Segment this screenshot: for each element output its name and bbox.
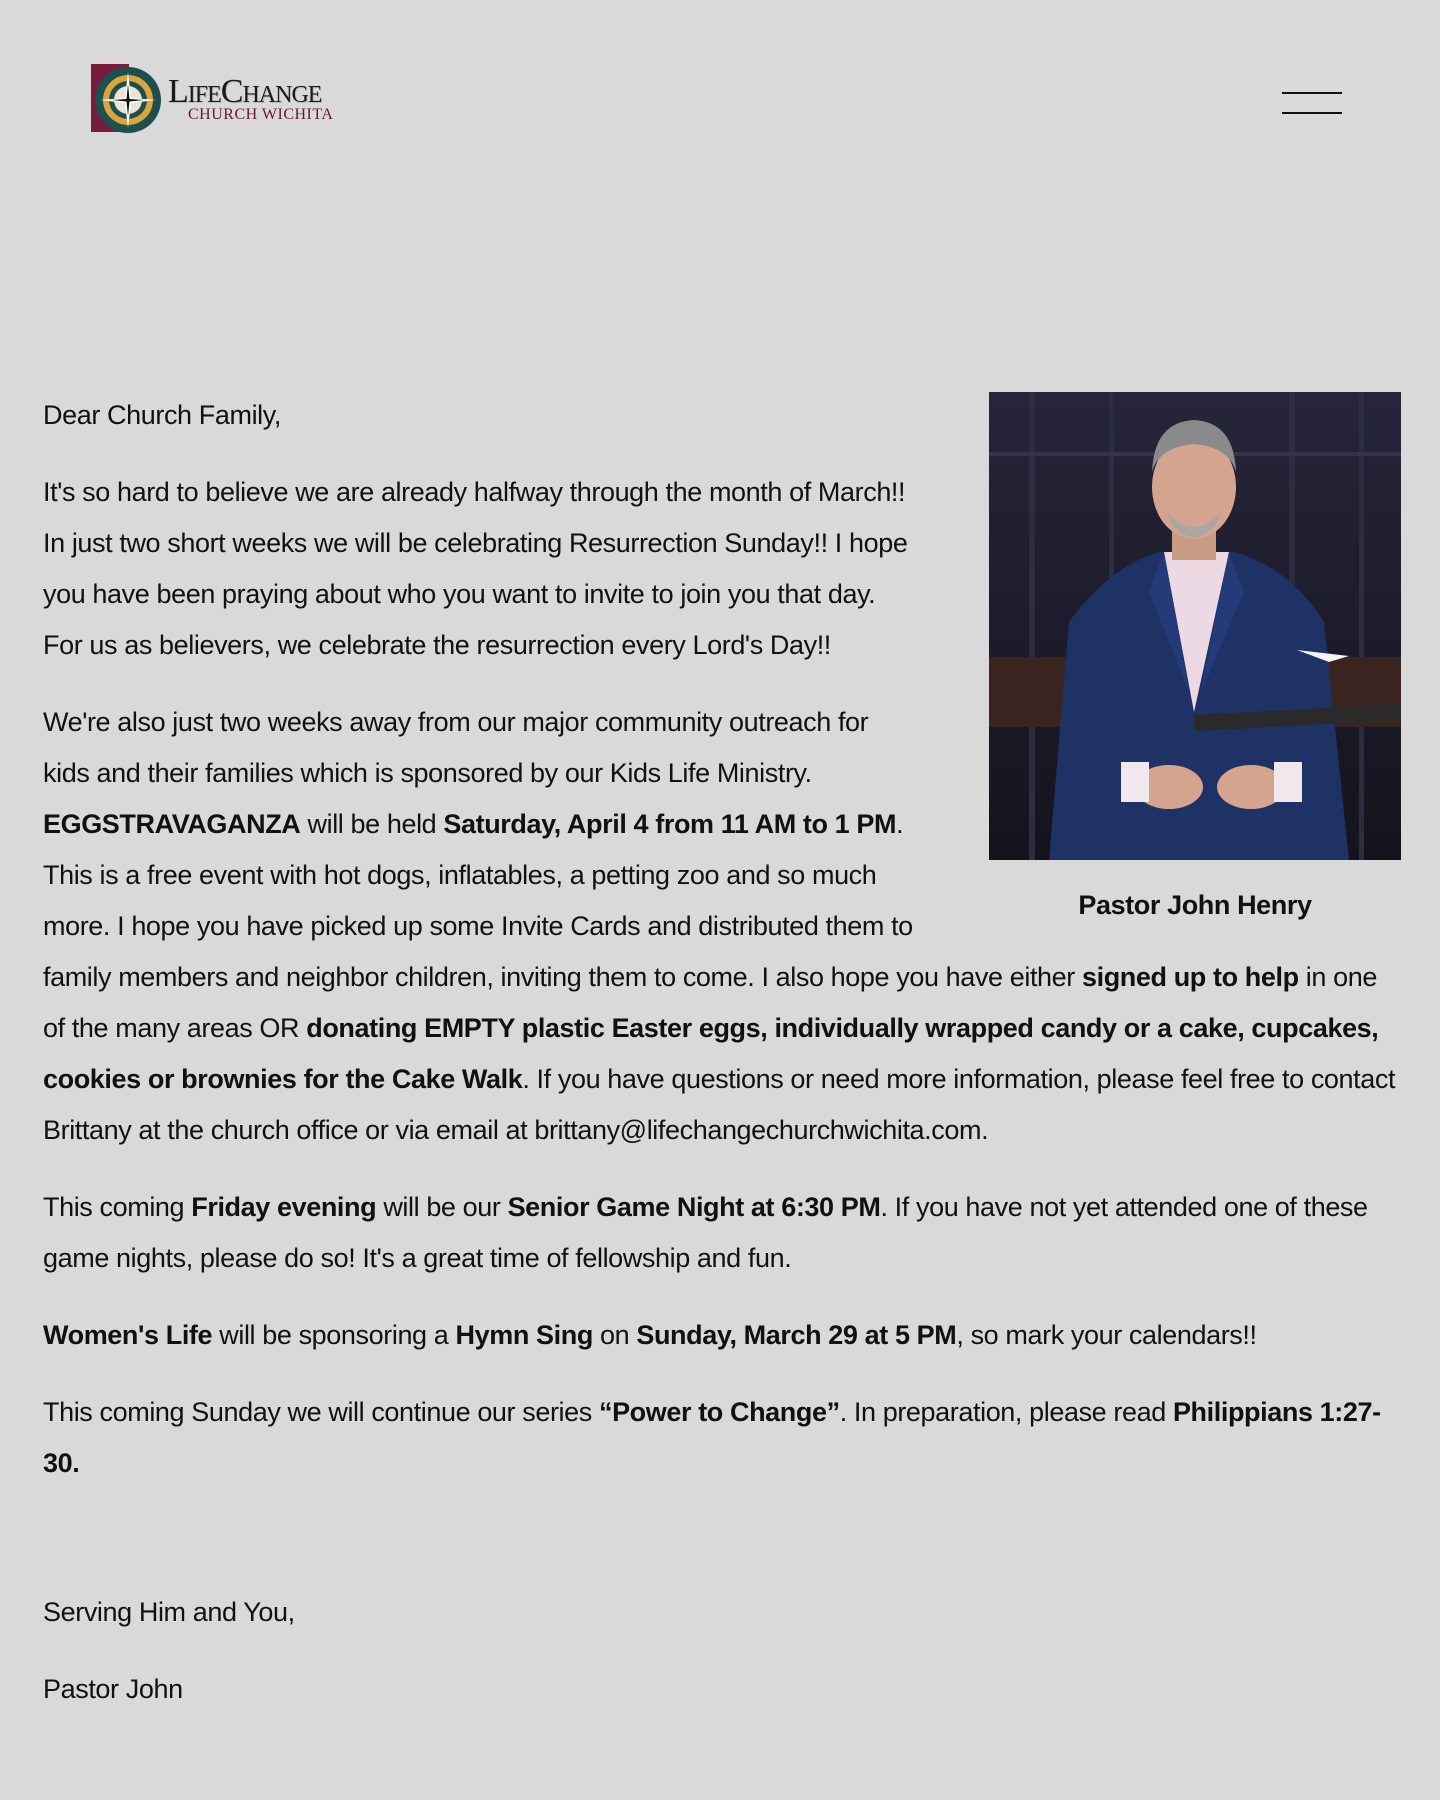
- hymn-sing-date: Sunday, March 29 at 5 PM: [636, 1320, 957, 1350]
- donation-emphasis: donating EMPTY plastic Easter eggs, individually wrapped candy or a cake, cupcakes, cookies or brownies for the Cake Walk: [43, 1013, 1379, 1094]
- photo-caption: Pastor John Henry: [1078, 890, 1312, 920]
- letter-paragraph-4: [43, 1310, 1401, 1361]
- menu-line: [1282, 112, 1342, 114]
- text: will be our: [376, 1192, 508, 1222]
- letter-paragraph-1: It's so hard to believe we are already halfway through the month of March!! In just two short weeks we will be celebrating Resurrection Sunday!! I hope you have been praying about who you want to invite to join you that day. For us as believers, we celebrate the resurrection every Lord's Day!!: [43, 477, 908, 660]
- scripture-reference: Philippians 1:27-30.: [43, 1397, 1381, 1478]
- site-header: [0, 0, 1440, 160]
- pastor-photo-block: [989, 392, 1401, 922]
- text: This coming: [43, 1192, 192, 1222]
- event-name: EGGSTRAVAGANZA: [43, 809, 301, 839]
- text: will be sponsoring a: [212, 1320, 456, 1350]
- text: We're also just two weeks away from our major community outreach for kids and their families which is sponsored by our Kids Life Ministry.: [43, 707, 869, 788]
- text: , so mark your calendars!!: [956, 1320, 1257, 1350]
- game-night-day: Friday evening: [191, 1192, 377, 1222]
- text: will be held: [300, 809, 444, 839]
- letter-closing: Serving Him and You,: [43, 1597, 295, 1627]
- letter-content: [43, 390, 1401, 1741]
- text: . If you have questions or need more information, please feel free to contact Brittany at the church office or via email at brittany@lifechangechurchwichita.com.: [43, 1064, 1396, 1145]
- text: on: [592, 1320, 637, 1350]
- game-night-event: Senior Game Night at 6:30 PM: [507, 1192, 881, 1222]
- logo-subtitle: CHURCH WICHITA: [188, 106, 334, 123]
- text: . If you have not yet attended one of these game nights, please do so! It's a great time of fellowship and fun.: [43, 1192, 1368, 1273]
- signup-emphasis: signed up to help: [1081, 962, 1299, 992]
- menu-line: [1282, 92, 1342, 94]
- text: This coming Sunday we will continue our series: [43, 1397, 599, 1427]
- ministry-name: Women's Life: [43, 1320, 213, 1350]
- letter-greeting: Dear Church Family,: [43, 400, 281, 430]
- logo-title: LifeChange: [168, 73, 322, 110]
- letter-signature: Pastor John: [43, 1674, 183, 1704]
- series-title: “Power to Change”: [598, 1397, 840, 1427]
- logo-mark-icon: [88, 62, 162, 136]
- church-logo[interactable]: [88, 62, 333, 136]
- letter-paragraph-5: [43, 1387, 1401, 1489]
- spacer: [43, 1515, 1401, 1587]
- pastor-photo: [989, 392, 1401, 860]
- hymn-sing: Hymn Sing: [455, 1320, 593, 1350]
- text: in one of the many areas OR: [43, 962, 1377, 1043]
- text: . In preparation, please read: [839, 1397, 1173, 1427]
- hamburger-menu-icon[interactable]: [1278, 88, 1344, 118]
- event-date: Saturday, April 4 from 11 AM to 1 PM: [443, 809, 897, 839]
- letter-paragraph-3: [43, 1182, 1401, 1284]
- text: . This is a free event with hot dogs, inflatables, a petting zoo and so much more. I hope you have picked up some Invite Cards and distributed them to family members and neighbor children, inviting them to come. I also hope you have either: [43, 809, 1082, 992]
